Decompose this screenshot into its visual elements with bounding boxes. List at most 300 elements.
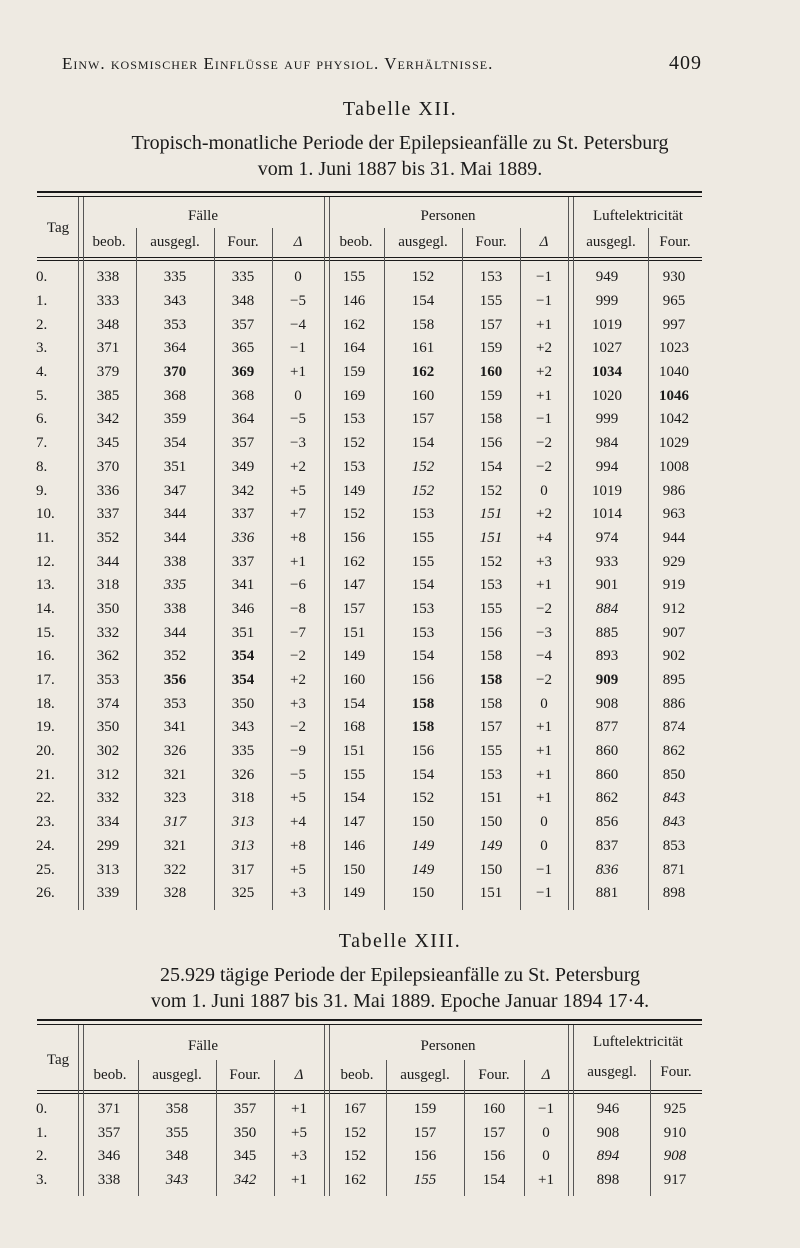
table-row xyxy=(36,1122,702,1146)
table-cell: 158 xyxy=(411,695,435,712)
table-cell: 153 xyxy=(479,577,503,594)
table-cell: +5 xyxy=(290,861,306,878)
table-cell: 344 xyxy=(96,553,120,570)
table-cell: 346 xyxy=(231,600,255,617)
table-cell: 154 xyxy=(411,766,435,783)
table-cell: −4 xyxy=(290,316,306,333)
table-cell: 347 xyxy=(163,482,187,499)
table-row xyxy=(36,763,702,787)
table-cell: 155 xyxy=(342,269,366,286)
table-cell: 350 xyxy=(231,695,255,712)
header-ausgegl: ausgegl. xyxy=(586,234,636,250)
table-cell: 349 xyxy=(231,458,255,475)
header-ausgegl: ausgegl. xyxy=(587,1064,637,1080)
table-13-title: Tabelle XIII. xyxy=(338,930,462,952)
table-cell: 153 xyxy=(411,506,435,523)
table-row xyxy=(36,503,702,527)
table-cell: +3 xyxy=(290,885,306,902)
table-cell: 154 xyxy=(342,695,366,712)
table-cell: +8 xyxy=(290,529,306,546)
table-cell: 162 xyxy=(343,1171,367,1188)
header-beob: beob. xyxy=(93,1067,127,1083)
table-cell: 350 xyxy=(96,719,120,736)
table-cell: +1 xyxy=(291,1101,307,1118)
table-cell: 368 xyxy=(231,387,255,404)
table-cell: −1 xyxy=(536,269,552,286)
header-four: Four. xyxy=(475,234,507,250)
table-12-caption-line1: Tropisch-monatliche Periode der Epilepsieanfälle zu St. Petersburg xyxy=(131,132,669,154)
table-cell: 1019 xyxy=(592,316,622,333)
table-cell: 1042 xyxy=(659,411,689,428)
table-top-rule xyxy=(37,191,702,193)
row-day-label: 7. xyxy=(36,435,48,452)
table-cell: 155 xyxy=(413,1171,437,1188)
table-cell: 321 xyxy=(163,837,187,854)
row-day-label: 0. xyxy=(36,1101,48,1118)
table-13-rows xyxy=(36,1098,702,1192)
header-delta: Δ xyxy=(539,234,549,250)
header-rule-thin xyxy=(37,1093,702,1094)
table-cell: 949 xyxy=(595,269,619,286)
table-cell: 354 xyxy=(163,435,187,452)
header-delta: Δ xyxy=(541,1067,551,1083)
table-cell: 371 xyxy=(97,1101,121,1118)
table-cell: 342 xyxy=(231,482,255,499)
table-cell: 910 xyxy=(663,1124,687,1141)
table-cell: 994 xyxy=(595,458,619,475)
table-cell: −1 xyxy=(290,340,306,357)
table-cell: −1 xyxy=(538,1101,554,1118)
table-cell: 895 xyxy=(662,672,686,689)
table-cell: 986 xyxy=(662,482,686,499)
row-day-label: 15. xyxy=(36,624,55,641)
table-cell: 153 xyxy=(342,411,366,428)
table-cell: 155 xyxy=(479,743,503,760)
table-row xyxy=(36,669,702,693)
table-cell: 1029 xyxy=(659,435,689,452)
table-cell: −8 xyxy=(290,600,306,617)
header-ausgegl: ausgegl. xyxy=(152,1067,202,1083)
table-row xyxy=(36,432,702,456)
table-13-caption-line2: vom 1. Juni 1887 bis 31. Mai 1889. Epoche Januar 1894 17·4. xyxy=(150,990,650,1012)
row-day-label: 20. xyxy=(36,743,55,760)
row-day-label: 18. xyxy=(36,695,55,712)
table-cell: 161 xyxy=(411,340,435,357)
table-cell: 153 xyxy=(411,600,435,617)
row-day-label: 8. xyxy=(36,458,48,475)
table-cell: +1 xyxy=(538,1171,554,1188)
table-cell: +1 xyxy=(290,364,306,381)
table-cell: 151 xyxy=(342,743,366,760)
table-cell: 1008 xyxy=(659,458,689,475)
header-tag: Tag xyxy=(46,1052,70,1068)
table-cell: 999 xyxy=(595,293,619,310)
table-cell: −3 xyxy=(290,435,306,452)
table-cell: −1 xyxy=(536,861,552,878)
table-cell: 909 xyxy=(595,672,619,689)
table-cell: 168 xyxy=(342,719,366,736)
table-row xyxy=(36,692,702,716)
table-cell: 152 xyxy=(411,790,435,807)
table-12-title: Tabelle XII. xyxy=(342,98,458,120)
table-row xyxy=(36,811,702,835)
table-cell: 901 xyxy=(595,577,619,594)
table-cell: 158 xyxy=(411,719,435,736)
table-cell: 332 xyxy=(96,790,120,807)
row-day-label: 12. xyxy=(36,553,55,570)
table-cell: 162 xyxy=(342,553,366,570)
table-cell: 152 xyxy=(343,1124,367,1141)
table-cell: 156 xyxy=(482,1148,506,1165)
row-day-label: 26. xyxy=(36,885,55,902)
table-cell: 150 xyxy=(411,814,435,831)
table-cell: 149 xyxy=(342,885,366,902)
row-day-label: 21. xyxy=(36,766,55,783)
table-cell: −5 xyxy=(290,766,306,783)
table-cell: 877 xyxy=(595,719,619,736)
table-cell: +4 xyxy=(290,814,306,831)
table-cell: 152 xyxy=(342,435,366,452)
table-cell: 157 xyxy=(479,316,503,333)
table-cell: 345 xyxy=(96,435,120,452)
table-cell: +2 xyxy=(290,458,306,475)
table-cell: 898 xyxy=(596,1171,620,1188)
row-day-label: 3. xyxy=(36,1171,48,1188)
row-day-label: 14. xyxy=(36,600,55,617)
row-day-label: 19. xyxy=(36,719,55,736)
table-cell: 353 xyxy=(163,316,187,333)
table-cell: 0 xyxy=(540,482,548,499)
table-cell: 362 xyxy=(96,648,120,665)
table-row xyxy=(36,740,702,764)
table-cell: 150 xyxy=(479,814,503,831)
table-cell: 338 xyxy=(163,553,187,570)
table-cell: 302 xyxy=(96,743,120,760)
table-cell: −1 xyxy=(536,411,552,428)
table-cell: 908 xyxy=(663,1148,687,1165)
table-cell: 313 xyxy=(231,814,255,831)
header-luftelektricitaet: Luftelektricität xyxy=(593,1034,683,1050)
table-cell: 151 xyxy=(479,506,503,523)
row-day-label: 4. xyxy=(36,364,48,381)
table-cell: +5 xyxy=(290,790,306,807)
table-cell: 162 xyxy=(411,364,435,381)
table-cell: 338 xyxy=(96,269,120,286)
running-head-title: Einw. kosmischer Einflüsse auf physiol. Verhältnisse. xyxy=(62,54,494,73)
table-cell: 149 xyxy=(342,648,366,665)
table-cell: +2 xyxy=(536,364,552,381)
row-day-label: 3. xyxy=(36,340,48,357)
table-cell: −9 xyxy=(290,743,306,760)
table-cell: 369 xyxy=(231,364,255,381)
table-cell: 874 xyxy=(662,719,686,736)
table-cell: 162 xyxy=(342,316,366,333)
table-cell: 343 xyxy=(231,719,255,736)
table-cell: 146 xyxy=(342,293,366,310)
table-cell: 1014 xyxy=(592,506,622,523)
table-cell: 147 xyxy=(342,814,366,831)
table-row xyxy=(36,266,702,290)
table-cell: 358 xyxy=(165,1101,189,1118)
table-row xyxy=(36,598,702,622)
table-row xyxy=(36,716,702,740)
table-cell: 385 xyxy=(96,387,120,404)
table-row xyxy=(36,1098,702,1122)
table-cell: 157 xyxy=(482,1124,506,1141)
table-cell: 156 xyxy=(342,529,366,546)
table-cell: 370 xyxy=(96,458,120,475)
header-four: Four. xyxy=(660,1064,692,1080)
table-cell: 313 xyxy=(231,837,255,854)
table-cell: 333 xyxy=(96,293,120,310)
table-cell: 318 xyxy=(96,577,120,594)
table-cell: 0 xyxy=(542,1148,550,1165)
table-cell: 351 xyxy=(163,458,187,475)
table-cell: 357 xyxy=(97,1124,121,1141)
table-cell: +3 xyxy=(536,553,552,570)
table-cell: 321 xyxy=(163,766,187,783)
table-cell: 365 xyxy=(231,340,255,357)
table-cell: 933 xyxy=(595,553,619,570)
table-cell: +3 xyxy=(290,695,306,712)
table-cell: +7 xyxy=(290,506,306,523)
table-cell: 149 xyxy=(479,837,503,854)
row-day-label: 1. xyxy=(36,1124,48,1141)
table-cell: 836 xyxy=(595,861,619,878)
table-cell: 862 xyxy=(662,743,686,760)
table-row xyxy=(36,858,702,882)
table-cell: 155 xyxy=(479,293,503,310)
header-ausgegl: ausgegl. xyxy=(150,234,200,250)
table-cell: 862 xyxy=(595,790,619,807)
header-ausgegl: ausgegl. xyxy=(398,234,448,250)
header-four: Four. xyxy=(229,1067,261,1083)
table-cell: 341 xyxy=(231,577,255,594)
table-cell: 0 xyxy=(542,1124,550,1141)
table-cell: 342 xyxy=(96,411,120,428)
table-cell: 1023 xyxy=(659,340,689,357)
table-cell: 150 xyxy=(342,861,366,878)
table-cell: 908 xyxy=(595,695,619,712)
table-cell: 156 xyxy=(479,624,503,641)
table-cell: 374 xyxy=(96,695,120,712)
table-cell: 312 xyxy=(96,766,120,783)
table-cell: 902 xyxy=(662,648,686,665)
header-personen: Personen xyxy=(420,1038,476,1054)
header-four: Four. xyxy=(478,1067,510,1083)
table-cell: 149 xyxy=(411,837,435,854)
table-cell: +1 xyxy=(536,766,552,783)
table-cell: 152 xyxy=(479,482,503,499)
header-beob: beob. xyxy=(340,1067,374,1083)
row-day-label: 9. xyxy=(36,482,48,499)
table-cell: 152 xyxy=(411,269,435,286)
header-ausgegl: ausgegl. xyxy=(400,1067,450,1083)
header-rule xyxy=(37,1090,702,1091)
table-cell: 155 xyxy=(342,766,366,783)
table-cell: 354 xyxy=(231,648,255,665)
table-cell: +5 xyxy=(291,1124,307,1141)
table-cell: 1020 xyxy=(592,387,622,404)
table-cell: −2 xyxy=(290,648,306,665)
table-cell: 350 xyxy=(96,600,120,617)
table-cell: 357 xyxy=(231,316,255,333)
table-cell: 322 xyxy=(163,861,187,878)
table-row xyxy=(36,290,702,314)
table-cell: +1 xyxy=(536,577,552,594)
table-row xyxy=(36,621,702,645)
table-cell: +1 xyxy=(536,790,552,807)
table-cell: 336 xyxy=(96,482,120,499)
table-cell: 0 xyxy=(540,837,548,854)
row-day-label: 6. xyxy=(36,411,48,428)
table-row xyxy=(36,882,702,906)
table-cell: 334 xyxy=(96,814,120,831)
table-cell: 348 xyxy=(165,1148,189,1165)
table-cell: 158 xyxy=(479,411,503,428)
table-cell: 944 xyxy=(662,529,686,546)
table-cell: 335 xyxy=(231,269,255,286)
table-row xyxy=(36,574,702,598)
table-cell: 0 xyxy=(540,695,548,712)
table-cell: 0 xyxy=(540,814,548,831)
table-cell: 860 xyxy=(595,743,619,760)
table-cell: 353 xyxy=(163,695,187,712)
table-cell: 159 xyxy=(479,340,503,357)
table-cell: 152 xyxy=(411,482,435,499)
table-cell: 160 xyxy=(342,672,366,689)
table-cell: 150 xyxy=(411,885,435,902)
table-cell: 348 xyxy=(96,316,120,333)
table-cell: 963 xyxy=(662,506,686,523)
table-cell: 974 xyxy=(595,529,619,546)
table-cell: 156 xyxy=(413,1148,437,1165)
table-cell: 359 xyxy=(163,411,187,428)
table-cell: 908 xyxy=(596,1124,620,1141)
header-four: Four. xyxy=(659,234,691,250)
table-cell: 152 xyxy=(343,1148,367,1165)
table-cell: +3 xyxy=(291,1148,307,1165)
row-day-label: 11. xyxy=(36,529,55,546)
table-cell: 158 xyxy=(479,648,503,665)
table-cell: 323 xyxy=(163,790,187,807)
table-cell: 907 xyxy=(662,624,686,641)
table-12-body xyxy=(36,266,702,906)
row-day-label: 2. xyxy=(36,316,48,333)
table-row xyxy=(36,1145,702,1169)
table-cell: 925 xyxy=(663,1101,687,1118)
table-cell: 843 xyxy=(662,814,686,831)
header-four: Four. xyxy=(227,234,259,250)
table-cell: 151 xyxy=(479,790,503,807)
table-cell: 150 xyxy=(479,861,503,878)
row-day-label: 16. xyxy=(36,648,55,665)
table-cell: 337 xyxy=(231,506,255,523)
table-cell: 929 xyxy=(662,553,686,570)
table-cell: 984 xyxy=(595,435,619,452)
table-cell: 341 xyxy=(163,719,187,736)
table-cell: 344 xyxy=(163,624,187,641)
table-cell: 335 xyxy=(163,577,187,594)
table-cell: 350 xyxy=(233,1124,257,1141)
table-cell: 339 xyxy=(96,885,120,902)
table-cell: 837 xyxy=(595,837,619,854)
table-cell: 159 xyxy=(413,1101,437,1118)
table-cell: 151 xyxy=(479,529,503,546)
row-day-label: 17. xyxy=(36,672,55,689)
table-cell: −3 xyxy=(536,624,552,641)
table-cell: −2 xyxy=(536,600,552,617)
table-cell: 893 xyxy=(595,648,619,665)
table-row xyxy=(36,408,702,432)
table-cell: 152 xyxy=(479,553,503,570)
table-cell: 912 xyxy=(662,600,686,617)
table-cell: 158 xyxy=(479,672,503,689)
running-head xyxy=(62,52,702,78)
table-cell: 153 xyxy=(479,269,503,286)
table-cell: 160 xyxy=(411,387,435,404)
table-cell: 318 xyxy=(231,790,255,807)
header-delta: Δ xyxy=(293,234,303,250)
table-cell: 343 xyxy=(165,1171,189,1188)
table-top-rule xyxy=(37,1019,702,1021)
table-cell: 1019 xyxy=(592,482,622,499)
header-faelle: Fälle xyxy=(188,208,218,224)
table-cell: 157 xyxy=(479,719,503,736)
table-cell: 871 xyxy=(662,861,686,878)
table-cell: 169 xyxy=(342,387,366,404)
table-cell: 335 xyxy=(163,269,187,286)
table-cell: 946 xyxy=(596,1101,620,1118)
table-cell: 351 xyxy=(231,624,255,641)
table-cell: 338 xyxy=(163,600,187,617)
table-cell: 368 xyxy=(163,387,187,404)
table-cell: 154 xyxy=(342,790,366,807)
table-cell: 155 xyxy=(479,600,503,617)
table-cell: 355 xyxy=(165,1124,189,1141)
table-cell: 158 xyxy=(479,695,503,712)
table-cell: −1 xyxy=(536,293,552,310)
table-cell: +1 xyxy=(536,743,552,760)
table-cell: 159 xyxy=(479,387,503,404)
table-row xyxy=(36,384,702,408)
table-cell: 149 xyxy=(342,482,366,499)
table-cell: 325 xyxy=(231,885,255,902)
table-cell: 154 xyxy=(411,293,435,310)
table-row xyxy=(36,835,702,859)
table-cell: 152 xyxy=(342,506,366,523)
table-top-rule-thin xyxy=(37,1024,702,1025)
table-cell: 965 xyxy=(662,293,686,310)
table-cell: 357 xyxy=(231,435,255,452)
table-cell: 379 xyxy=(96,364,120,381)
table-cell: 317 xyxy=(163,814,187,831)
table-cell: −5 xyxy=(290,411,306,428)
table-row xyxy=(36,456,702,480)
table-13-body xyxy=(36,1098,702,1192)
header-beob: beob. xyxy=(339,234,373,250)
table-cell: −6 xyxy=(290,577,306,594)
table-cell: 885 xyxy=(595,624,619,641)
header-tag: Tag xyxy=(46,220,70,236)
table-cell: 344 xyxy=(163,506,187,523)
table-cell: 856 xyxy=(595,814,619,831)
table-row xyxy=(36,313,702,337)
row-day-label: 1. xyxy=(36,293,48,310)
table-cell: 154 xyxy=(479,458,503,475)
table-cell: 342 xyxy=(233,1171,257,1188)
table-cell: +2 xyxy=(536,340,552,357)
